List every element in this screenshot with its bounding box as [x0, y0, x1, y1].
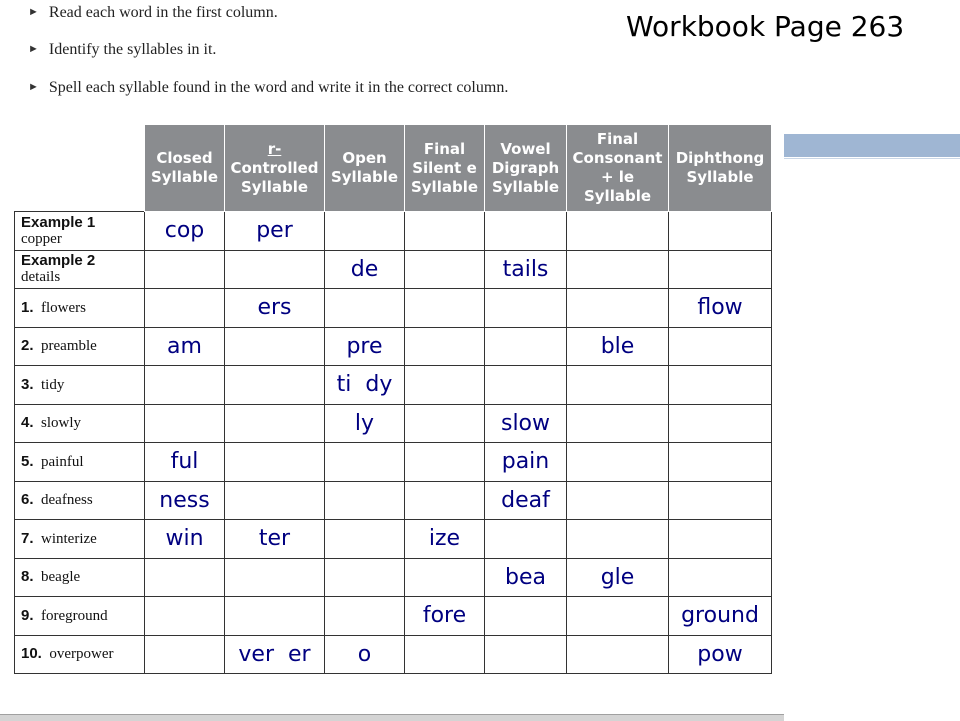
instruction-1: ► Read each word in the first column. [28, 4, 278, 21]
row-label: Example 2 details [15, 250, 145, 289]
table-cell [485, 366, 567, 405]
table-cell [567, 597, 669, 636]
table-cell [485, 597, 567, 636]
table-cell: slow [485, 404, 567, 443]
table-cell [145, 289, 225, 328]
table-cell [225, 558, 325, 597]
table-cell [485, 520, 567, 559]
table-cell: bea [485, 558, 567, 597]
table-cell [325, 520, 405, 559]
table-cell: win [145, 520, 225, 559]
row-label: 6. deafness [15, 481, 145, 520]
table-cell [145, 597, 225, 636]
table-cell [145, 366, 225, 405]
col-diphthong-syllable: Diphthong Syllable [669, 125, 772, 212]
table-cell [567, 289, 669, 328]
table-cell: ly [325, 404, 405, 443]
table-cell: o [325, 635, 405, 674]
table-row [15, 520, 772, 559]
table-cell: gle [567, 558, 669, 597]
table-cell [405, 250, 485, 289]
table-cell: cop [145, 212, 225, 251]
table-row [15, 366, 772, 405]
table-cell [405, 443, 485, 482]
table-cell [567, 250, 669, 289]
table-cell [145, 558, 225, 597]
table-cell: pain [485, 443, 567, 482]
page-title: Workbook Page 263 [626, 10, 905, 43]
table-cell: de [325, 250, 405, 289]
table-cell: ness [145, 481, 225, 520]
table-cell [405, 635, 485, 674]
row-label: 7. winterize [15, 520, 145, 559]
row-label: 9. foreground [15, 597, 145, 636]
table-cell [669, 366, 772, 405]
table-cell: ti dy [325, 366, 405, 405]
table-cell: ver er [225, 635, 325, 674]
table-cell [405, 558, 485, 597]
table-cell [567, 366, 669, 405]
bullet-arrow-icon: ► [28, 6, 39, 18]
header-corner [15, 125, 145, 212]
table-cell: flow [669, 289, 772, 328]
col-open-syllable: Open Syllable [325, 125, 405, 212]
table-cell: ter [225, 520, 325, 559]
table-cell [567, 481, 669, 520]
table-cell: pow [669, 635, 772, 674]
table-cell [669, 520, 772, 559]
table-cell: ful [145, 443, 225, 482]
table-cell [325, 481, 405, 520]
table-cell [325, 212, 405, 251]
table-cell [325, 597, 405, 636]
table-row [15, 404, 772, 443]
table-row [15, 558, 772, 597]
table-cell: per [225, 212, 325, 251]
table-cell [669, 481, 772, 520]
table-cell [567, 635, 669, 674]
table-cell [405, 212, 485, 251]
table-row [15, 327, 772, 366]
accent-bar [784, 134, 960, 157]
table-row [15, 212, 772, 251]
table-cell: ble [567, 327, 669, 366]
bullet-arrow-icon: ► [28, 81, 39, 93]
table-cell [145, 635, 225, 674]
header-row [15, 125, 772, 212]
col-r-controlled-syllable: r- Controlled Syllable [225, 125, 325, 212]
table-cell [405, 366, 485, 405]
table-cell [225, 404, 325, 443]
row-label: Example 1 copper [15, 212, 145, 251]
table-cell [567, 443, 669, 482]
table-row [15, 481, 772, 520]
bullet-arrow-icon: ► [28, 43, 39, 55]
table-cell [567, 520, 669, 559]
table-cell [325, 289, 405, 328]
table-cell [325, 558, 405, 597]
syllable-table [14, 124, 772, 674]
table-cell: ers [225, 289, 325, 328]
table-cell [405, 481, 485, 520]
table-cell [405, 289, 485, 328]
table-cell [225, 481, 325, 520]
table-cell [225, 443, 325, 482]
table-cell: deaf [485, 481, 567, 520]
table-row [15, 597, 772, 636]
col-vowel-digraph-syllable: Vowel Digraph Syllable [485, 125, 567, 212]
row-label: 1. flowers [15, 289, 145, 328]
table-cell [485, 289, 567, 328]
table-cell: ize [405, 520, 485, 559]
instruction-3: ► Spell each syllable found in the word and write it in the correct column. [28, 79, 509, 96]
table-cell [225, 327, 325, 366]
table-cell [225, 366, 325, 405]
table-cell [669, 250, 772, 289]
table-cell: fore [405, 597, 485, 636]
table-cell: ground [669, 597, 772, 636]
row-label: 4. slowly [15, 404, 145, 443]
table-row [15, 250, 772, 289]
table-cell [669, 327, 772, 366]
row-label: 2. preamble [15, 327, 145, 366]
table-cell [567, 212, 669, 251]
col-final-silent-e-syllable: Final Silent e Syllable [405, 125, 485, 212]
instruction-2: ► Identify the syllables in it. [28, 41, 217, 58]
row-label: 8. beagle [15, 558, 145, 597]
table-cell [225, 597, 325, 636]
table-cell [567, 404, 669, 443]
table-row [15, 289, 772, 328]
table-cell [669, 212, 772, 251]
table-cell [405, 327, 485, 366]
table-cell [669, 404, 772, 443]
table-cell [485, 327, 567, 366]
col-closed-syllable: Closed Syllable [145, 125, 225, 212]
table-cell [669, 443, 772, 482]
table-cell [669, 558, 772, 597]
table-cell [485, 212, 567, 251]
row-label: 5. painful [15, 443, 145, 482]
table-cell [225, 250, 325, 289]
table-cell [145, 404, 225, 443]
col-final-consonant-le-syllable: Final Consonant + le Syllable [567, 125, 669, 212]
table-row [15, 443, 772, 482]
row-label: 3. tidy [15, 366, 145, 405]
table-cell [145, 250, 225, 289]
row-label: 10. overpower [15, 635, 145, 674]
table-cell [485, 635, 567, 674]
table-cell: pre [325, 327, 405, 366]
table-cell: tails [485, 250, 567, 289]
table-cell [325, 443, 405, 482]
table-cell [405, 404, 485, 443]
table-row [15, 635, 772, 674]
accent-divider [784, 158, 960, 159]
table-cell: am [145, 327, 225, 366]
